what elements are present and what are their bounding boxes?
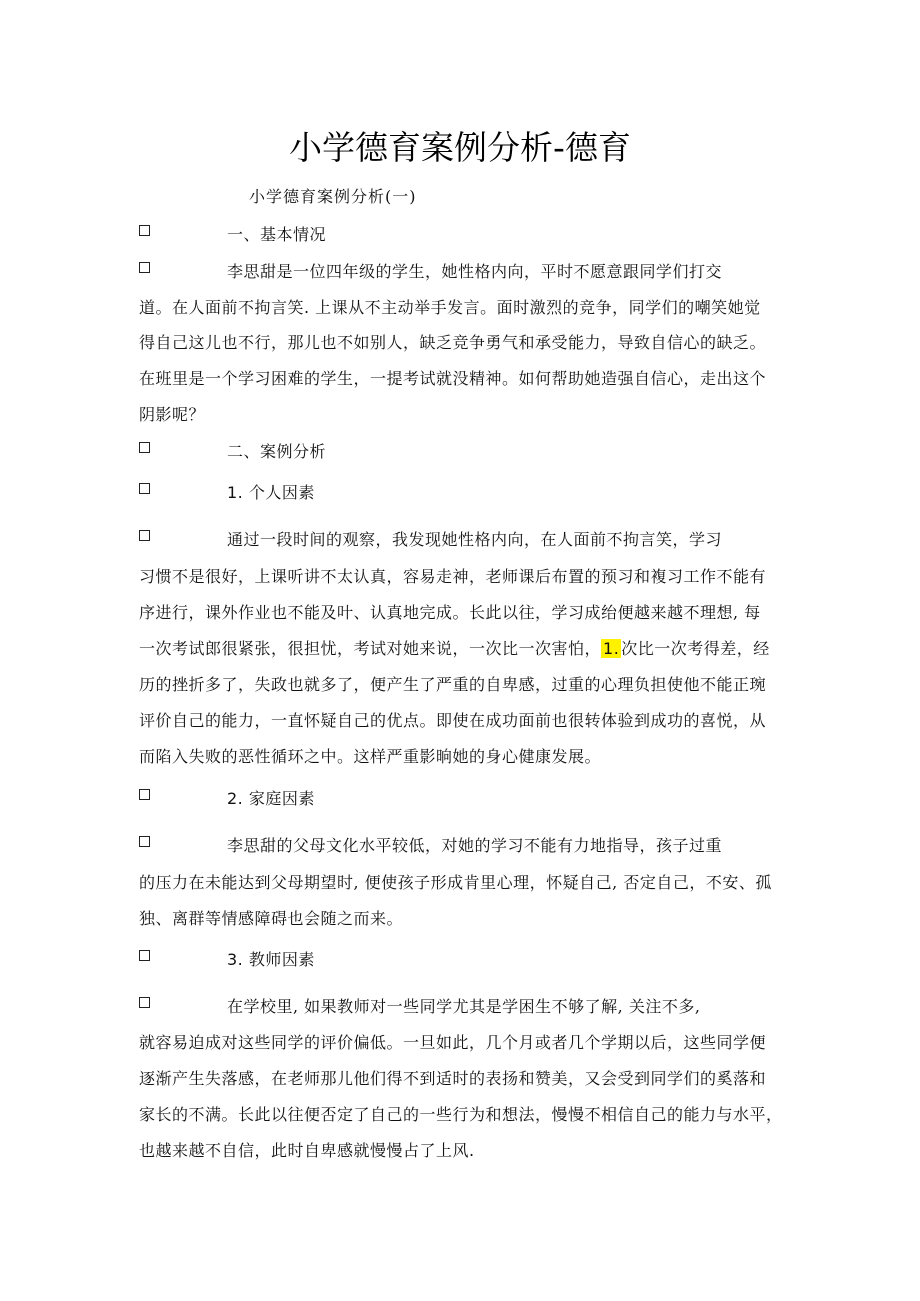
checkbox-square-icon bbox=[139, 836, 150, 847]
paragraph-text: 通过一段时间的观察，我发现她性格内向，在人面前不拘言笑，学习 bbox=[227, 530, 723, 549]
paragraph-1-line: 得自己这儿也不行，那儿也不如别人，缺乏竞争勇气和承受能力，导致自信心的缺乏。 bbox=[139, 333, 767, 352]
subsection-heading bbox=[227, 480, 315, 503]
checkbox-square-icon bbox=[139, 262, 150, 273]
paragraph-4-line: 家长的不满。长此以往便否定了自己的一些行为和想法，慢慢不相信自己的能力与水平， bbox=[139, 1105, 783, 1124]
subsection-number: 2. bbox=[227, 789, 244, 808]
subsection-heading bbox=[227, 786, 315, 809]
subsection-heading bbox=[227, 947, 315, 970]
paragraph-1-line: 阴影呢？ bbox=[139, 405, 206, 424]
paragraph-text: 次比一次考得差，经 bbox=[621, 639, 770, 658]
section-heading-label: 一、基本情况 bbox=[227, 225, 327, 244]
paragraph-4-line: 也越来越不自信，此时自卑感就慢慢占了上风. bbox=[139, 1141, 475, 1160]
paragraph-text: 李思甜的父母文化水平较低，对她的学习不能有力地指导，孩子过重 bbox=[227, 836, 723, 855]
checkbox-square-icon bbox=[139, 442, 150, 453]
document-title: 小学德育案例分析-德育 bbox=[289, 128, 631, 167]
checkbox-square-icon bbox=[139, 225, 150, 236]
paragraph-2-line: 习惯不是很好，上课听讲不太认真，容易走神，老师课后布置的预习和複习工作不能有 bbox=[139, 567, 767, 586]
document-subtitle: 小学德育案例分析(一) bbox=[249, 187, 417, 206]
checkbox-square-icon bbox=[139, 483, 150, 494]
subsection-number: 3. bbox=[227, 950, 244, 969]
paragraph-1-line: 道。在人面前不拘言笑. 上课从不主动举手发言。面时激烈的竞争，同学们的嘲笑她觉 bbox=[139, 298, 761, 317]
paragraph-2-line: 序进行，课外作业也不能及叶、认真地完成。长此以往，学习成绐便越来越不理想, 每 bbox=[139, 603, 761, 622]
paragraph-2-line: 历的挫折多了，失政也就多了，便产生了严重的自卑感，过重的心理负担使他不能正琬 bbox=[139, 675, 767, 694]
paragraph-text: 在学校里, 如果教师对一些同学尤其是学困生不够了解, 关注不多, bbox=[227, 997, 701, 1016]
paragraph-4-line: 就容易迫成对这些同学的评价偏低。一旦如此，几个月或者几个学期以后，这些同学便 bbox=[139, 1033, 767, 1052]
checkbox-square-icon bbox=[139, 997, 150, 1008]
checkbox-square-icon bbox=[139, 950, 150, 961]
subsection-label: 教师因素 bbox=[248, 950, 315, 969]
paragraph-1-line: 在班里是一个学习困难的学生，一提考试就没精神。如何帮助她造强自信心，走出这个 bbox=[139, 369, 767, 388]
paragraph-2-line: 而陷入失败的恶性循环之中。这样严重影晌她的身心健康发展。 bbox=[139, 747, 602, 766]
subsection-label: 家庭因素 bbox=[248, 789, 315, 808]
subsection-label: 个人因素 bbox=[248, 483, 315, 502]
paragraph-2-line: 评价自己的能力，一直怀疑自己的优点。即使在成功面前也很转体验到成功的喜悦，从 bbox=[139, 711, 767, 730]
checkbox-square-icon bbox=[139, 530, 150, 541]
paragraph-text: 李思甜是一位四年级的学生，她性格内向，平时不愿意跟同学们打交 bbox=[227, 262, 723, 281]
subsection-number: 1. bbox=[227, 483, 244, 502]
paragraph-2-line-highlight bbox=[139, 636, 770, 659]
paragraph-text: 一次考试郎很紧张，很担忧，考试对她来说，一次比一次害怕， bbox=[139, 639, 602, 658]
paragraph-4-line: 逐渐产生失落感，在老师那儿他们得不到适时的表扬和赞美，又会受到同学们的奚落和 bbox=[139, 1069, 767, 1088]
checkbox-square-icon bbox=[139, 789, 150, 800]
paragraph-3-line: 独、离群等情感障碍也会随之而来。 bbox=[139, 909, 404, 928]
section-heading-label: 二、案例分析 bbox=[227, 442, 327, 461]
highlighted-text: 1. bbox=[603, 639, 620, 658]
paragraph-3-line: 的压力在未能达到父母期望时, 便使孩子形成肯里心理，怀疑自己, 否定自己，不安、孤 bbox=[139, 873, 772, 892]
